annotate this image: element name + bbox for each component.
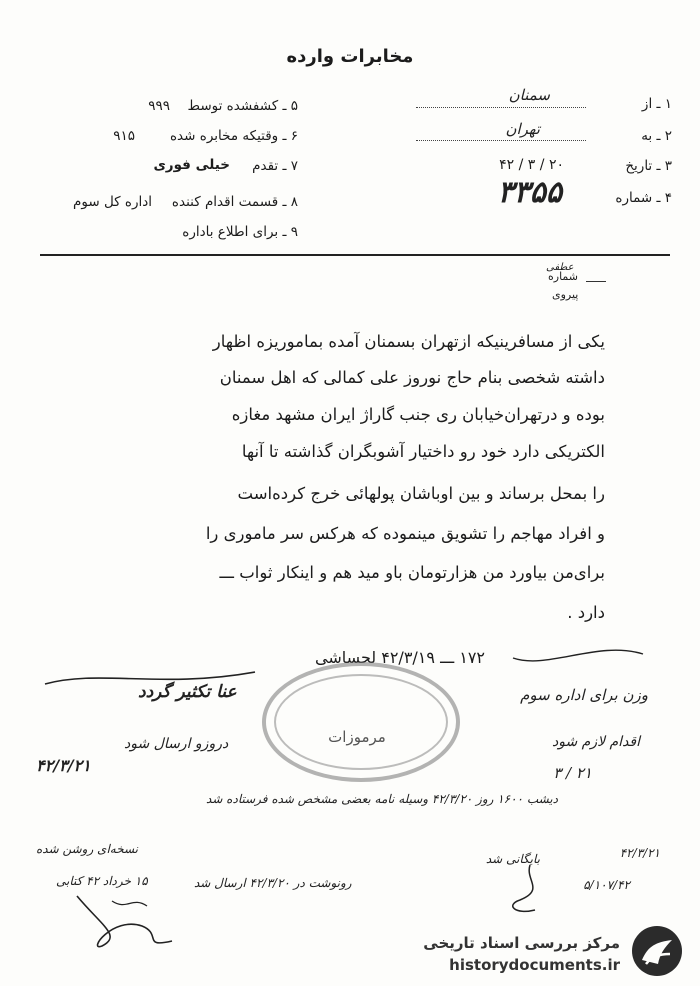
signature-flourish [40,664,260,694]
field-to-label: ۲ ـ به [641,128,672,144]
watermark-url: historydocuments.ir [449,956,620,974]
body-line-3: بوده و درتهران‌خیابان ری جنب گاراژ ایران مشهد مغازه [231,405,605,424]
field-sent-time-value: ۹۱۵ [113,128,135,144]
annotation-right-mid: اقدام لازم شود [552,734,640,750]
stamp-text: مرموزات [328,728,386,746]
watermark-text: مرکز بررسی اسناد تاریخی [423,934,620,952]
field-decoded-by-label: ۵ ـ کشفشده توسط [187,98,298,114]
body-line-1: یکی از مسافرینیکه ازتهران بسمنان آمده بماموریزه اظهار [212,332,605,351]
annotation-bottom-left-1: نسخه‌ای روشن شده [36,842,138,856]
book-logo-icon [630,924,684,978]
field-from-value: سمنان [508,86,550,104]
margin-note-peyrovi: پیروی [552,288,579,301]
field-info-label: ۹ ـ برای اطلاع باداره [182,224,298,240]
body-line-5: را بمحل برساند و بین اوباشان پولهائی خرج کرده‌است [237,484,605,503]
signature-flourish-right [508,640,648,670]
field-priority-label: ۷ ـ تقدم [252,158,298,174]
field-to-value: تهران [505,120,540,138]
annotation-bottom-right-2: ۴۲/۳/۲۱ [619,846,660,860]
body-line-7: برای‌من بیاورد من هزارتومان باو مید هم و اینکار ثواب ـــ [219,563,605,582]
annotation-left-mid: دروزو ارسال شود [124,736,229,752]
field-number-label: ۴ ـ شماره [615,190,672,206]
body-line-4: الکتریکی دارد خود رو داختیار آشوبگران گذاشته تا آنها [241,442,605,461]
field-action-dept-label: ۸ ـ قسمت اقدام کننده [171,194,298,210]
margin-note-atf: عطفی [546,262,574,273]
office-stamp [262,662,460,782]
annotation-center-long: دیشب ۱۶۰۰ روز ۴۲/۳/۲۰ وسیله نامه بعضی مشخص شده فرستاده شد [206,792,558,806]
field-from-label: ۱ ـ از [641,96,672,112]
field-number-value: ۳۳۵۵ [497,175,562,210]
annotation-right-date: ۲۱ / ۳ [553,764,592,782]
annotation-left-date: ۴۲/۳/۲۱ [36,756,91,775]
body-line-2: داشته شخصی بنام حاج نوروز علی کمالی که اهل سمنان [219,368,605,387]
field-sent-time-label: ۶ ـ وقتیکه مخابره شده [169,128,298,144]
margin-note-number: شماره [548,270,579,283]
margin-note-divider [586,281,606,282]
field-date-label: ۳ ـ تاریخ [625,158,672,174]
footer-reference-line: ۱۷۲ ـــ ۴۲/۳/۱۹ لحساشی [315,648,485,667]
field-from-line [416,107,586,108]
annotation-bottom-center: رونوشت در ۴۲/۳/۲۰ ارسال شد [194,876,352,890]
annotation-bottom-left-2: ۱۵ خرداد ۴۲ کتابی [56,874,148,888]
body-line-8: دارد . [567,603,605,622]
field-to-line [416,140,586,141]
field-date-value: ۲۰ / ۳ / ۴۲ [499,157,564,173]
body-line-6: و افراد مهاجم را تشویق مینموده که هرکس سر ماموری را [205,524,605,543]
annotation-left-top: عنا تکثیر گردد [138,682,237,702]
header-divider [40,254,670,256]
document-title: مخابرات وارده [286,46,414,67]
signature-scribble-right [490,860,560,920]
field-decoded-by-value: ۹۹۹ [148,98,170,114]
annotation-bottom-right-3: ۵/۱۰۷/۴۲ [583,878,630,892]
annotation-bottom-right-1: بایگانی شد [485,852,540,866]
field-priority-value: خیلی فوری [153,157,230,173]
signature-scribble-left [72,886,182,956]
annotation-right-top: وزن برای اداره سوم [520,686,648,704]
field-action-dept-value: اداره کل سوم [73,194,152,210]
